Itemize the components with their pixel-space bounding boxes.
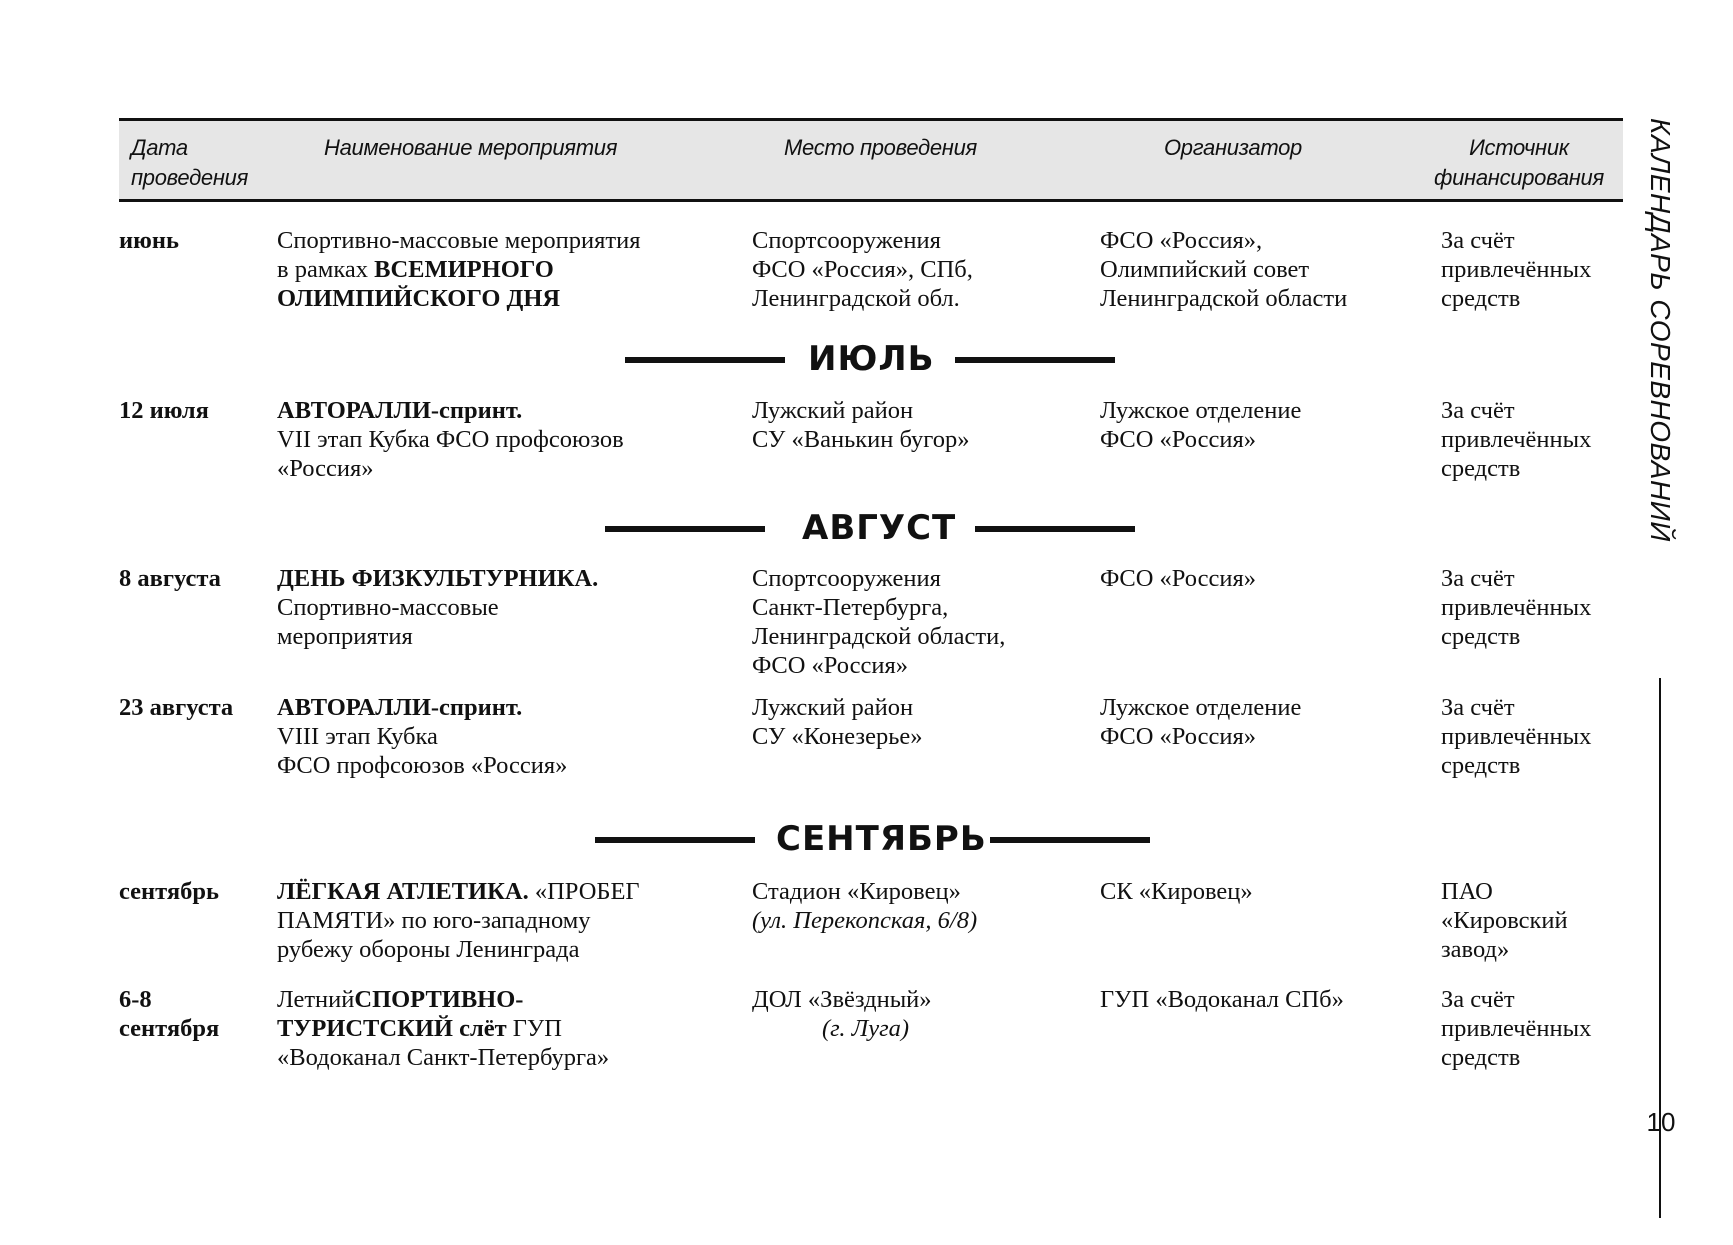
event-place-line [752,906,1092,935]
event-name-line [277,622,717,651]
event-funding-line: «Кировский [1441,907,1568,934]
event-funding-line: средств [1441,455,1521,482]
event-name-line [277,255,717,284]
event-funding-line: За счёт [1441,986,1515,1013]
event-place-line [752,255,1092,284]
text-run: АВТОРАЛЛИ-спринт. [277,397,523,424]
event-organizer-line: ФСО «Россия» [1100,426,1257,453]
text-run: ДЕНЬ ФИЗКУЛЬТУРНИКА. [277,565,599,592]
text-run: ФСО «Россия» [752,652,909,679]
event-date-line: сентября [119,1015,220,1042]
event-place-line [752,722,1092,751]
event-date-line: 23 августа [119,694,234,721]
text-run: в рамках [277,256,375,283]
event-organizer [1100,396,1430,454]
text-run: «ПРОБЕГ [528,878,640,905]
event-place-line [752,593,1092,622]
event-funding-line: завод» [1441,936,1510,963]
event-date [119,564,269,593]
event-name-line [277,1014,717,1043]
event-name-line [277,935,717,964]
event-place [752,985,1092,1043]
page-number: 10 [1646,1107,1676,1137]
event-place-line [752,284,1092,313]
event-name-line [277,425,717,454]
event-place-line [752,1014,1092,1043]
event-funding [1441,693,1631,780]
month-rule [625,357,785,363]
header-date [131,133,281,193]
event-organizer [1100,985,1430,1014]
event-funding-line: привлечённых [1441,723,1592,750]
text-run: Стадион «Кировец» [752,878,961,905]
month-separator-july [0,337,1733,381]
event-date [119,693,269,722]
event-date-line: 8 августа [119,565,221,592]
text-run: СУ «Ванькин бугор» [752,426,970,453]
event-place [752,693,1092,751]
event-funding-line: привлечённых [1441,426,1592,453]
event-organizer-line: СК «Кировец» [1100,878,1253,905]
event-place-line [752,226,1092,255]
event-place-line [752,564,1092,593]
event-funding [1441,564,1631,651]
event-place-line [752,622,1092,651]
text-run: ТУРИСТСКИЙ слёт [277,1015,507,1042]
header-funding-line: финансирования [1434,165,1604,190]
text-run: ФСО «Россия», СПб, [752,256,973,283]
month-label: АВГУСТ [802,508,957,548]
month-rule [990,837,1150,843]
event-date [119,877,269,906]
event-funding [1441,985,1631,1072]
month-rule [605,526,765,532]
event-name-line [277,985,717,1014]
event-place [752,226,1092,313]
event-funding-line: средств [1441,1044,1521,1071]
header-funding [1419,133,1619,193]
event-date [119,226,269,255]
header-place: Место проведения [784,135,977,160]
text-run: рубежу обороны Ленинграда [277,936,580,963]
event-place-line [752,651,1092,680]
event-organizer-line: ФСО «Россия» [1100,723,1257,750]
event-organizer-line: ГУП «Водоканал СПб» [1100,986,1344,1013]
text-run: «Водоканал Санкт-Петербурга» [277,1044,610,1071]
running-header-title: КАЛЕНДАРЬ СОРЕВНОВАНИЙ [1645,118,1676,542]
event-name [277,564,717,651]
event-date [119,985,269,1043]
text-run: ФСО профсоюзов «Россия» [277,752,568,779]
text-run: VIII этап Кубка [277,723,438,750]
text-run: Ленинградской обл. [752,285,960,312]
text-run: Летний [277,986,355,1013]
event-funding-line: За счёт [1441,565,1515,592]
event-name-line [277,396,717,425]
header-date-line: Дата [131,135,188,160]
event-funding-line: За счёт [1441,227,1515,254]
event-name-line [277,751,717,780]
event-date-line: июнь [119,227,179,254]
month-label: ИЮЛЬ [808,339,935,379]
event-name [277,693,717,780]
month-rule [975,526,1135,532]
event-name-line [277,564,717,593]
event-funding-line: ПАО [1441,878,1493,905]
event-name-line [277,722,717,751]
text-run: «Россия» [277,455,374,482]
event-funding-line: средств [1441,752,1521,779]
text-run: ДОЛ «Звёздный» [752,986,932,1013]
event-place-line [752,877,1092,906]
event-place-line [752,396,1092,425]
event-funding [1441,877,1631,964]
event-date-line: 6-8 [119,986,152,1013]
month-separator-september [0,817,1733,861]
text-run: Лужский район [752,694,914,721]
text-run: АВТОРАЛЛИ-спринт. [277,694,523,721]
header-date-line: проведения [131,165,249,190]
event-name [277,396,717,483]
text-run: Лужский район [752,397,914,424]
running-header [1640,118,1680,1098]
event-funding-line: средств [1441,285,1521,312]
header-funding-line: Источник [1469,135,1569,160]
month-rule [955,357,1115,363]
event-organizer [1100,877,1430,906]
event-organizer-line: Ленинградской области [1100,285,1348,312]
event-funding-line: привлечённых [1441,256,1592,283]
text-run: Санкт-Петербурга, [752,594,949,621]
event-funding-line: За счёт [1441,397,1515,424]
text-run: Ленинградской области, [752,623,1006,650]
event-organizer [1100,693,1430,751]
header-name: Наименование мероприятия [324,135,618,160]
event-place-line [752,425,1092,454]
event-funding [1441,396,1631,483]
text-run: Спортивно-массовые мероприятия [277,227,641,254]
event-funding-line: привлечённых [1441,1015,1592,1042]
event-date [119,396,269,425]
event-place [752,396,1092,454]
event-place [752,564,1092,680]
event-organizer-line: ФСО «Россия», [1100,227,1263,254]
event-place-line [752,985,1092,1014]
text-run: Спортсооружения [752,565,941,592]
text-run: ВСЕМИРНОГО [374,256,554,283]
event-organizer-line: Олимпийский совет [1100,256,1310,283]
text-run: СПОРТИВНО- [354,986,524,1013]
event-name-line [277,693,717,722]
event-name-line [277,877,717,906]
text-run: ГУП [506,1015,562,1042]
event-funding-line: За счёт [1441,694,1515,721]
event-funding-line: привлечённых [1441,594,1592,621]
table-header [119,118,1623,202]
text-run: ПАМЯТИ» по юго-западному [277,907,591,934]
month-label: СЕНТЯБРЬ [776,819,987,859]
text-run: VII этап Кубка ФСО профсоюзов [277,426,624,453]
text-run: СУ «Конезерье» [752,723,923,750]
event-name [277,985,717,1072]
event-date-line: 12 июля [119,397,209,424]
event-place [752,877,1092,935]
event-name [277,226,717,313]
event-name-line [277,593,717,622]
event-funding [1441,226,1631,313]
text-run: ОЛИМПИЙСКОГО ДНЯ [277,285,561,312]
event-name-line [277,906,717,935]
event-name-line [277,454,717,483]
event-organizer [1100,564,1430,593]
text-run: Спортивно-массовые [277,594,499,621]
event-name-line [277,284,717,313]
text-run: ЛЁГКАЯ АТЛЕТИКА. [277,878,529,905]
event-organizer-line: Лужское отделение [1100,397,1302,424]
month-separator-august [0,506,1733,550]
month-rule [595,837,755,843]
text-run: (ул. Перекопская, 6/8) [752,907,978,934]
text-run: мероприятия [277,623,413,650]
header-organizer: Организатор [1164,135,1302,160]
event-organizer-line: Лужское отделение [1100,694,1302,721]
event-place-line [752,693,1092,722]
event-funding-line: средств [1441,623,1521,650]
event-name-line [277,1043,717,1072]
text-run: (г. Луга) [822,1015,910,1042]
event-name [277,877,717,964]
event-date-line: сентябрь [119,878,219,905]
event-organizer [1100,226,1430,313]
event-organizer-line: ФСО «Россия» [1100,565,1257,592]
event-name-line [277,226,717,255]
text-run: Спортсооружения [752,227,941,254]
